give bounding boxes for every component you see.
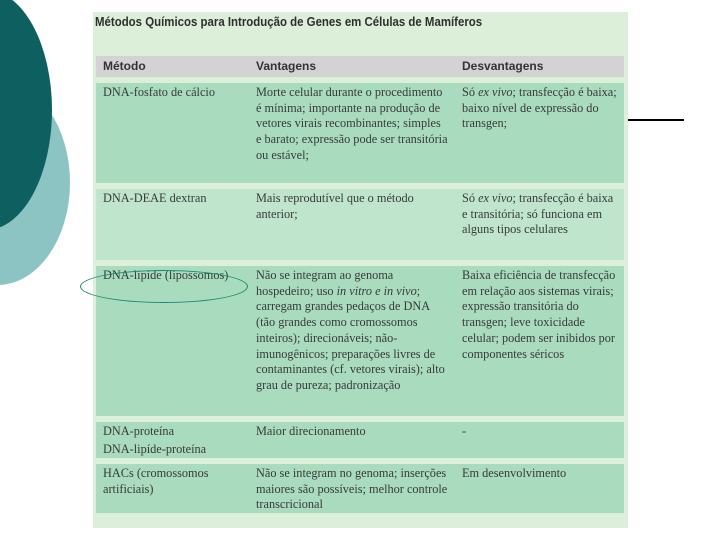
highlight-ellipse [80, 270, 248, 303]
cell-method: HACs (cromossomos artificiais) [96, 464, 249, 513]
cell-method: DNA-fosfato de cálcio [96, 83, 249, 183]
table-row [96, 440, 624, 458]
cell-disadvantages: Baixa eficiência de transfecção em relação aos sistemas virais; expressão transitória do transgen; leve toxicidade celular; podem ser inibidos por componentes séricos [455, 266, 624, 416]
figure-title: Métodos Químicos para Introdução de Genes em Células de Mamíferos [95, 14, 483, 29]
cell-disadvantages: - [455, 422, 624, 440]
table-row [96, 422, 624, 440]
cell-method: DNA-proteína [96, 422, 249, 440]
table-row [96, 189, 624, 260]
table-row [96, 83, 624, 183]
cell-disadvantages: Só ex vivo; transfecção é baixa e transitória; só funciona em alguns tipos celulares [455, 189, 624, 260]
cell-advantages: Não se integram no genoma; inserções maiores são possíveis; melhor controle transcricional [249, 464, 455, 513]
cell-disadvantages: Em desenvolvimento [455, 464, 624, 513]
table-header-row [96, 56, 624, 77]
header-disadvantages: Desvantagens [455, 56, 624, 77]
cell-advantages [249, 440, 455, 458]
decorative-line [628, 119, 684, 121]
cell-method: DNA-lipíde-proteína [96, 440, 249, 458]
cell-advantages: Mais reprodutível que o método anterior; [249, 189, 455, 260]
table-row [96, 464, 624, 513]
cell-advantages: Não se integram ao genoma hospedeiro; uso in vitro e in vivo; carregam grandes pedaços de DNA (tão grandes como cromossomos inteiros); direcionáveis; não-imunogênicos; preparações livres de contaminantes (cf. vetores virais); alto grau de pureza; padronização [249, 266, 455, 416]
header-advantages: Vantagens [249, 56, 455, 77]
cell-disadvantages: Só ex vivo; transfecção é baixa; baixo nível de expressão do transgen; [455, 83, 624, 183]
header-method: Método [96, 56, 249, 77]
cell-method: DNA-DEAE dextran [96, 189, 249, 260]
cell-advantages: Maior direcionamento [249, 422, 455, 440]
cell-advantages: Morte celular durante o procedimento é mínima; importante na produção de vetores virais recombinantes; simples e barato; expressão pode ser transitória ou estável; [249, 83, 455, 183]
cell-method: DNA-lipíde (lipossomos) [96, 266, 249, 416]
cell-disadvantages [455, 440, 624, 458]
